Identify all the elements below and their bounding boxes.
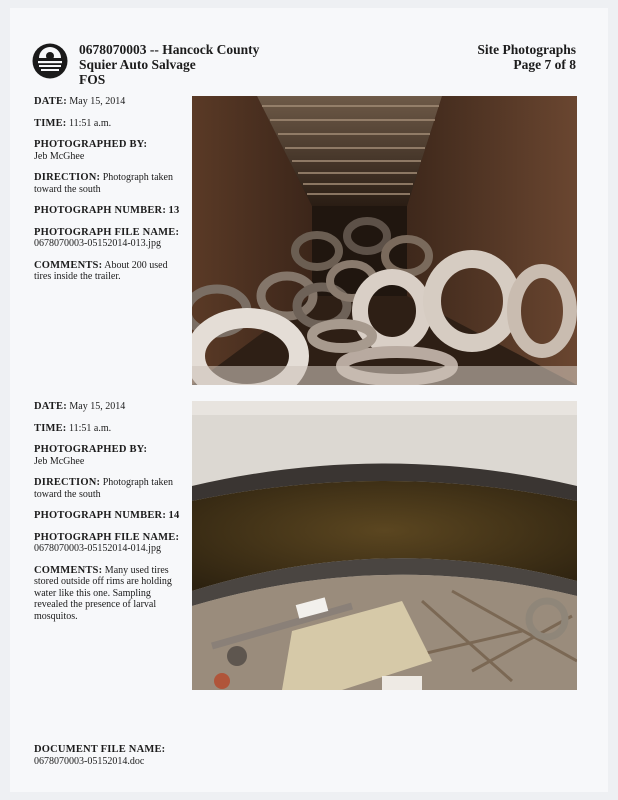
time-field [34, 118, 184, 130]
doc-section-title: Site Photographs [477, 42, 576, 57]
comments-value: Many used tires stored outside off rims are holding water like this one. Sampling revealed the presence of larval mosquitos. [34, 564, 172, 622]
site-id-title: 0678070003 -- Hancock County [79, 42, 260, 57]
photographer-value: Jeb McGhee [34, 455, 85, 467]
site-header [79, 42, 259, 87]
agency-seal-icon [32, 43, 68, 79]
comments-label: COMMENTS: [34, 564, 103, 576]
time-label: TIME: [34, 422, 67, 434]
photo-13-image [192, 96, 577, 385]
direction-label: DIRECTION: [34, 172, 101, 183]
photographer-field [34, 139, 184, 162]
comments-field [34, 260, 184, 283]
site-program: FOS [79, 72, 106, 87]
document-file-name-label: DOCUMENT FILE NAME: [34, 744, 166, 755]
photographer-label: PHOTOGRAPHED BY: [34, 444, 148, 455]
file-name-label: PHOTOGRAPH FILE NAME: [34, 531, 180, 543]
time-label: TIME: [34, 117, 67, 129]
time-value: 11:51 a.m. [69, 422, 112, 434]
photographer-field [34, 444, 184, 467]
document-footer [34, 744, 165, 768]
photo-14-metadata [34, 401, 184, 632]
document-file-name-value: 0678070003-05152014.doc [34, 756, 145, 767]
page-header-right [477, 42, 576, 72]
file-name-value: 0678070003-05152014-013.jpg [34, 238, 161, 249]
comments-value: About 200 used tires inside the trailer. [34, 259, 168, 282]
direction-field [34, 477, 184, 500]
direction-value: Photograph taken toward the south [34, 477, 173, 500]
direction-value: Photograph taken toward the south [34, 172, 173, 195]
direction-field [34, 172, 184, 195]
comments-label: COMMENTS: [34, 259, 103, 271]
file-name-field [34, 227, 184, 250]
date-label: DATE: [34, 401, 67, 412]
date-label: DATE: [34, 96, 67, 107]
photo-number-value: 13 [168, 205, 180, 216]
file-name-label: PHOTOGRAPH FILE NAME: [34, 226, 180, 238]
site-name: Squier Auto Salvage [79, 57, 196, 72]
date-value: May 15, 2014 [69, 401, 126, 412]
photo-number-label: PHOTOGRAPH NUMBER: [34, 510, 167, 521]
photographer-value: Jeb McGhee [34, 150, 85, 162]
time-value: 11:51 a.m. [69, 117, 112, 129]
direction-label: DIRECTION: [34, 477, 101, 488]
date-value: May 15, 2014 [69, 96, 126, 107]
photo-13-metadata [34, 96, 184, 293]
file-name-value: 0678070003-05152014-014.jpg [34, 543, 161, 554]
file-name-field [34, 532, 184, 555]
page-number: Page 7 of 8 [513, 57, 576, 72]
photo-number-field [34, 510, 184, 522]
photo-number-label: PHOTOGRAPH NUMBER: [34, 205, 167, 216]
comments-field [34, 565, 184, 623]
photo-14-image [192, 401, 577, 690]
photo-number-field [34, 205, 184, 217]
photo-number-value: 14 [168, 510, 180, 521]
photographer-label: PHOTOGRAPHED BY: [34, 139, 148, 150]
date-field [34, 401, 184, 413]
date-field [34, 96, 184, 108]
time-field [34, 423, 184, 435]
